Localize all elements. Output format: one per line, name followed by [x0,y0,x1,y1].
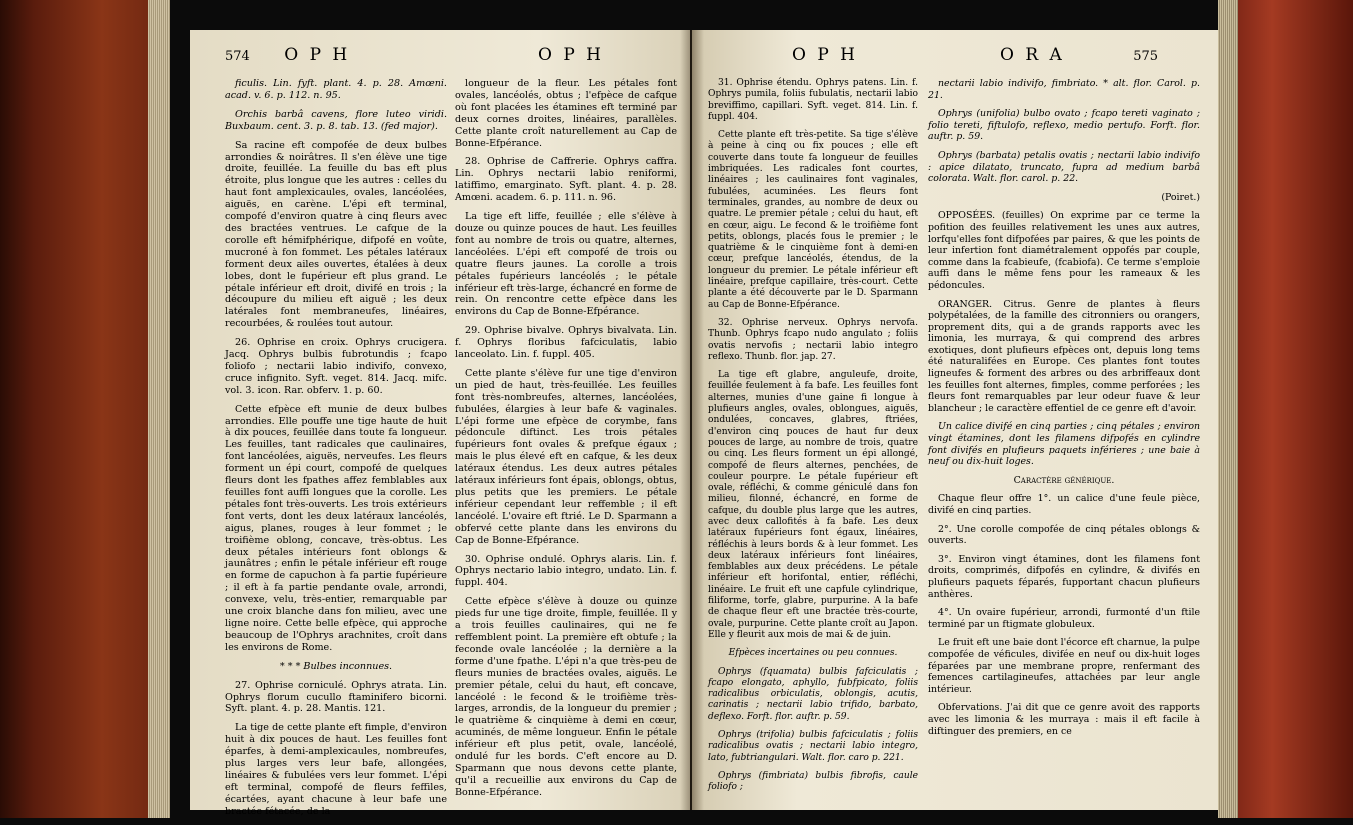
paragraph: ORANGER. Citrus. Genre de plantes à fleurs polypétalées, de la famille des citronniers ou orangers, proprement dits, qui a de grands rapports avec les limonia, les murraya, & qui comprend des arbres exotiques, dont plufieurs efpèces ont, depuis long tems été naturalifées en Europe. Ces plantes font toutes ligneufes & forment des arbres ou des arbriffeaux dont les feuilles font alternes, fimples, comme perforées ; les fleurs font remarquables par leur odeur fuave & leur blancheur ; le caractère effentiel de ce genre eft d'avoir. [928,298,1200,414]
book-gutter [680,30,704,810]
paragraph: Cette plante eft très-petite. Sa tige s'élève à peine à cinq ou fix pouces ; elle eft couverte dans toute fa longueur de feuilles imbriquées. Les radicales font courtes, linéaires ; les caulinaires font vaginales, fubulées, acuminées. Les fleurs font terminales, grandes, au nombre de deux ou quatre. Le premier pétale ; celui du haut, eft en cœur, aigu. Le fecond & le troifième font petits, oblongs, placés fous le premier ; le quatrième & le cinquième font à demi-en cœur, prefque lancéolés, étendus, de la longueur du premier. Le pétale inférieur eft linéaire, prefque capillaire, très-court. Cette plante a été découverte par le D. Sparmann au Cap de Bonne-Efpérance. [708,130,918,310]
paragraph: 28. Ophrise de Caffrerie. Ophrys caffra. Lin. Ophrys nectarii labio reniformi, latiffimo, emarginato. Syft. plant. 4. p. 28. Amœni. academ. 6. p. 111. n. 96. [455,156,677,204]
paragraph: Ophrys (fimbriata) bulbis fibrofis, caule foliofo ; [708,770,918,793]
paragraph: Ophrys (fquamata) bulbis fafciculatis ; fcapo elongato, aphyllo, fubfpicato, foliis radicalibus orbiculatis, oblongis, acutis, carinatis ; nectarii labio trifido, barbato, deflexo. Forft. flor. auftr. p. 59. [708,666,918,722]
right-page-column-1 [708,78,918,801]
paragraph: 31. Ophrise étendu. Ophrys patens. Lin. f. Ophrys pumila, foliis fubulatis, nectarii labio breviffimo, capillari. Syft. veget. 814. Lin. f. fuppl. 404. [708,78,918,122]
left-binding [0,0,170,818]
paragraph: 3°. Environ vingt étamines, dont les filamens font droits, comprimés, difpofés en cylindre, & divifés en plufieurs paquets féparés, fupportant chacun plufieurs anthères. [928,553,1200,600]
paragraph: longueur de la fleur. Les pétales font ovales, lancéolés, obtus ; l'efpèce de cafque où font placées les étamines eft terminé par deux cornes droites, linéaires, parallèles. Cette plante croît naturellement au Cap de Bonne-Efpérance. [455,78,677,149]
section-heading: Caractère générique. [1013,474,1115,486]
paragraph: 26. Ophrise en croix. Ophrys crucigera. Jacq. Ophrys bulbis fubrotundis ; fcapo foliofo ; nectarii labio indivifo, convexo, cruce infignito. Syft. veget. 814. Jacq. mifc. vol. 3. icon. Rar. obferv. 1. p. 60. [225,337,447,396]
left-page-number: 574 [225,49,250,64]
paragraph: Ophrys (barbata) petalis ovatis ; nectarii labio indivifo : apice dilatato, truncato, fupra ad medium barbâ colorata. Walt. flor. carol. p. 22. [928,149,1200,185]
paragraph: Un calice divifé en cinq parties ; cinq pétales ; environ vingt étamines, dont les filamens difpofés en cylindre font divifés en plufieurs paquets inférieres ; une baie à neuf ou dix-huit loges. [928,421,1200,468]
paragraph: ficulis. Lin. fyft. plant. 4. p. 28. Amœni. acad. v. 6. p. 112. n. 95. [225,78,447,101]
paragraph: 29. Ophrise bivalve. Ophrys bivalvata. Lin. f. Ophrys floribus fafciculatis, labio lanceolato. Lin. f. fuppl. 405. [455,325,677,361]
paragraph: 32. Ophrise nerveux. Ophrys nervofa. Thunb. Ophrys fcapo nudo angulato ; foliis ovatis nervofis ; nectarii labio integro reflexo. Thunb. flor. jap. 27. [708,317,918,362]
right-page-running-head: O P H [792,45,859,65]
paragraph: Cette efpèce eft munie de deux bulbes arrondies. Elle pouffe une tige haute de huit à dix pouces, feuillée dans toute fa longueur. Les feuilles, tant radicales que caulinaires, font lancéolées, aiguës, nerveufes. Les fleurs forment un épi court, compofé de quelques fleurs dont les fpathes affez femblables aux feuilles font auffi longues que la corolle. Les pétales font très-ouverts. Les trois extérieurs font verts, dont les deux latéraux lancéolés, aigus, planes, rouges à leur fommet ; le troifième oblong, concave, très-obtus. Les deux pétales intérieurs font oblongs & jaunâtres ; enfin le pétale inférieur eft rouge en forme de capuchon à fa partie fupérieure ; il eft à fa partie pendante ovale, arrondi, convexe, velu, très-entier, remarquable par une croix blanche dans fon milieu, avec une ligne noire. Cette belle efpèce, qui approche beaucoup de l'Ophrys arachnites, croît dans les environs de Rome. [225,403,447,653]
paragraph: Le fruit eft une baie dont l'écorce eft charnue, la pulpe compofée de véficules, divifée en neuf ou dix-huit loges féparées par une membrane propre, renfermant des femences cartilagineufes, attachées par leur angle intérieur. [928,637,1200,695]
right-page-column-2 [928,78,1200,744]
left-page-running-head: O P H [284,45,351,65]
paragraph: 27. Ophrise corniculé. Ophrys atrata. Lin. Ophrys florum cucullo ftaminifero bicorni. Syft. plant. 4. p. 28. Mantis. 121. [225,679,447,715]
paragraph: Cette efpèce s'élève à douze ou quinze pieds fur une tige droite, fimple, feuillée. Il y a trois feuilles caulinaires, qui ne fe reffemblent point. La première eft obtufe ; la feconde ovale lancéolée ; la dernière a la forme d'une fpathe. L'épi n'a que très-peu de fleurs munies de bractées ovales, aiguës. Le premier pétale, celui du haut, eft concave, lancéolé : le fecond & le troifième très-larges, arrondis, de la longueur du premier ; le quatrième & cinquième à demi en cœur, acuminés, de même longueur. Enfin le pétale inférieur eft plus petit, ovale, lancéolé, ondulé fur les bords. C'eft encore au D. Sparmann que nous devons cette plante, qu'il a recueillie aux environs du Cap de Bonne-Efpérance. [455,596,677,798]
right-binding [1218,0,1353,818]
right-page-header-right [1000,45,1158,65]
paragraph: 2°. Une corolle compofée de cinq pétales oblongs & ouverts. [928,523,1200,547]
paragraph: nectarii labio indivifo, fimbriato. * alt. flor. Carol. p. 21. [928,78,1200,101]
paragraph: 30. Ophrise ondulé. Ophrys alaris. Lin. f. Ophrys nectario labio integro, undato. Lin. f. fuppl. 404. [455,553,677,589]
right-page-number: 575 [1133,49,1159,64]
paragraph: Chaque fleur offre 1°. un calice d'une feule pièce, divifé en cinq parties. [928,493,1200,516]
left-page-edges [148,0,170,818]
paragraph: La tige eft glabre, anguleufe, droite, feuillée feulement à fa bafe. Les feuilles font alternes, munies d'une gaine fi longue à plufieurs angles, ovales, oblongues, aiguës, ondulées, concaves, glabres, ftriées, d'environ cinq pouces de haut fur deux pouces de large, au nombre de trois, quatre ou cinq. Les fleurs forment un épi allongé, compofé de fleurs alternes, penchées, de couleur pourpre. Le pétale fupérieur eft ovale, réfléchi, & comme géniculé dans fon milieu, filonné, échancré, en forme de cafque, du double plus large que les autres, avec deux callofités à fa bafe. Les deux latéraux fupérieurs font égaux, linéaires, réfléchis à leurs bords & à leur fommet. Les deux latéraux inférieurs font linéaires, femblables aux deux précédens. Le pétale inférieur eft horifontal, entier, réfléchi, linéaire. Le fruit eft une capfule cylindrique, filiforme, torfe, glabre, purpurine. A la bafe de chaque fleur eft une bractée très-courte, ovale, purpurine. Cette plante croît au Japon. Elle y fleurit aux mois de mai & de juin. [708,370,918,640]
paragraph: Cette plante s'élève fur une tige d'environ un pied de haut, très-feuillée. Les feuilles font très-nombreufes, alternes, lancéolées, fubulées, élargies à leur bafe & vaginales. L'épi forme une efpèce de corymbe, fans pédoncule diftinct. Les trois pétales fupérieurs font ovales & prefque égaux ; mais le plus élevé eft en cafque, & les deux latéraux étendus. Les deux autres pétales latéraux inférieurs font épais, oblongs, obtus, plus petits que les premiers. Le pétale inférieur cependant leur reffemble ; il eft lancéolé. L'ovaire eft ftrié. Le D. Sparmann a obfervé cette plante dans les environs du Cap de Bonne-Efpérance. [455,367,677,546]
paragraph: Orchis barbâ cavens, flore luteo viridi. Buxbaum. cent. 3. p. 8. tab. 13. (fed major). [225,108,447,132]
author-signature: (Poiret.) [1161,191,1200,203]
paragraph: OPPOSÉES. (feuilles) On exprime par ce terme la pofition des feuilles relativement les unes aux autres, lorfqu'elles font difpofées par paires, & que les points de leur infertion font diamétralement oppofés par couple, comme dans la fcabieufe, (fcabiofa). Ce terme s'emploie auffi dans le même fens pour les rameaux & les pédoncules. [928,210,1200,291]
paragraph: Ophrys (unifolia) bulbo ovato ; fcapo tereti vaginato ; folio tereti, fiftulofo, reflexo, medio pertufo. Forft. flor. auftr. p. 59. [928,108,1200,143]
paragraph: La tige eft liffe, feuillée ; elle s'élève à douze ou quinze pouces de haut. Les feuilles font au nombre de trois ou quatre, alternes, lancéolées. L'épi eft compofé de trois ou quatre fleurs jaunes. La corolle a trois pétales fupérieurs lancéolés ; le pétale inférieur eft très-large, échancré en forme de rein. On rencontre cette efpèce dans les environs du Cap de Bonne-Efpérance. [455,211,677,318]
paragraph: Obfervations. J'ai dit que ce genre avoit des rapports avec les limonia & les murraya : mais il eft facile à diftinguer des premiers, en ce [928,702,1200,737]
section-heading: * * * Bulbes inconnues. [279,660,393,672]
left-page-column-2 [455,78,677,806]
paragraph: 4°. Un ovaire fupérieur, arrondi, furmonté d'un ftile terminé par un ftigmate globuleux. [928,607,1200,630]
paragraph: La tige de cette plante eft fimple, d'environ huit à dix pouces de haut. Les feuilles font éparfes, à demi-amplexicaules, nombreufes, plus larges vers leur bafe, allongées, linéaires & fubulées vers leur fommet. L'épi eft terminal, compofé de fleurs feffiles, écartées, ayant chacune à leur bafe une bractée fétacée, de la [225,722,447,817]
section-heading: Efpèces incertaines ou peu connues. [728,648,898,659]
paragraph: Ophrys (trifolia) bulbis fafciculatis ; foliis radicalibus ovatis ; nectarii labio integro, lato, fubtriangulari. Walt. flor. caro p. 221. [708,730,918,763]
paragraph: Sa racine eft compofée de deux bulbes arrondies & noirâtres. Il s'en élève une tige droite, feuillée. La feuille du bas eft plus étroite, plus longue que les autres : celles du haut font amplexicaules, ovales, lancéolées, aiguës, en carène. L'épi eft terminal, compofé d'environ quatre à cinq fleurs avec des bractées ventrues. Le cafque de la corolle eft hémifphérique, difpofé en voûte, mucroné à fon fommet. Les pétales latéraux forment deux ailes ouvertes, étalées à deux lobes, dont le fupérieur eft plus grand. Le pétale inférieur eft droit, divifé en trois ; la découpure du milieu eft aiguë ; les deux latérales font membraneufes, linéaires, recourbées, & roulées tout autour. [225,139,447,330]
left-page-header [225,45,350,65]
left-page-center-head: O P H [538,45,605,65]
right-page-running-head-2: O R A [1000,45,1065,65]
left-page-column-1 [225,78,447,825]
right-page-edges [1218,0,1238,818]
